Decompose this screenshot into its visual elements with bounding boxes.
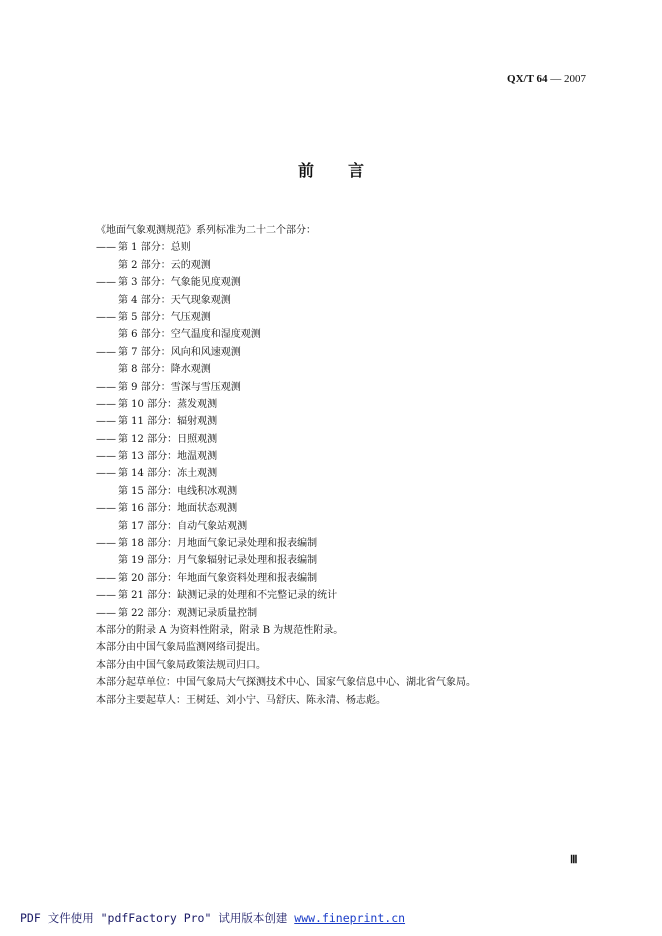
- part-item: [96, 483, 576, 500]
- part-item: [96, 326, 576, 343]
- part-text: 第 17 部分：自动气象站观测: [118, 520, 248, 532]
- part-item: [96, 292, 576, 309]
- part-text: 第 10 部分：蒸发观测: [118, 398, 218, 410]
- standard-year: 2007: [564, 73, 586, 85]
- part-text: 第 14 部分：冻土观测: [118, 468, 218, 480]
- part-dash: ——: [96, 346, 116, 358]
- part-item: [96, 465, 576, 482]
- part-text: 第 18 部分：月地面气象记录处理和报表编制: [118, 538, 318, 550]
- part-dash: ——: [96, 451, 116, 463]
- part-dash: ——: [96, 572, 116, 584]
- part-text: 第 5 部分：气压观测: [118, 311, 211, 323]
- part-dash: ——: [96, 468, 116, 480]
- closing-line: 本部分由中国气象局政策法规司归口。: [96, 659, 266, 671]
- part-text: 第 19 部分：月气象辐射记录处理和报表编制: [118, 555, 318, 567]
- part-dash: ——: [96, 381, 116, 393]
- standard-code: QX/T 64 — 2007: [507, 73, 586, 85]
- part-text: 第 21 部分：缺测记录的处理和不完整记录的统计: [118, 590, 338, 602]
- part-dash: ——: [96, 503, 116, 515]
- part-text: 第 2 部分：云的观测: [118, 259, 211, 271]
- part-item: [96, 379, 576, 396]
- part-text: 第 3 部分：气象能见度观测: [118, 277, 241, 289]
- part-text: 第 13 部分：地温观测: [118, 451, 218, 463]
- part-dash: ——: [96, 590, 116, 602]
- part-item: [96, 605, 576, 622]
- part-text: 第 6 部分：空气温度和湿度观测: [118, 329, 261, 341]
- part-text: 第 7 部分：风向和风速观测: [118, 346, 241, 358]
- part-item: [96, 257, 576, 274]
- part-dash: ——: [96, 311, 116, 323]
- part-item: [96, 413, 576, 430]
- pdf-footer: [20, 910, 405, 926]
- part-item: [96, 570, 576, 587]
- standard-number: QX/T 64: [507, 73, 548, 85]
- part-item: [96, 274, 576, 291]
- part-item: [96, 448, 576, 465]
- part-item: [96, 344, 576, 361]
- part-dash: ——: [96, 398, 116, 410]
- part-dash: ——: [96, 277, 116, 289]
- part-item: [96, 518, 576, 535]
- part-item: [96, 587, 576, 604]
- part-item: [96, 361, 576, 378]
- part-item: [96, 431, 576, 448]
- part-text: 第 11 部分：辐射观测: [118, 416, 218, 428]
- part-text: 第 16 部分：地面状态观测: [118, 503, 238, 515]
- part-text: 第 12 部分：日照观测: [118, 433, 218, 445]
- part-item: [96, 535, 576, 552]
- part-text: 第 15 部分：电线积冰观测: [118, 485, 238, 497]
- footer-text: PDF 文件使用 "pdfFactory Pro" 试用版本创建: [20, 911, 288, 925]
- page-number: Ⅲ: [570, 854, 578, 866]
- closing-line: 本部分由中国气象局监测网络司提出。: [96, 642, 266, 654]
- closing-line: 本部分主要起草人：王树廷、刘小宁、马舒庆、陈永清、杨志彪。: [96, 694, 386, 706]
- closing-line: 本部分起草单位：中国气象局大气探测技术中心、国家气象信息中心、湖北省气象局。: [96, 677, 476, 689]
- part-text: 第 8 部分：降水观测: [118, 364, 211, 376]
- part-text: 第 4 部分：天气现象观测: [118, 294, 231, 306]
- part-item: [96, 396, 576, 413]
- closing-paragraphs: [96, 622, 576, 709]
- intro-line: 《地面气象观测规范》系列标准为二十二个部分：: [96, 225, 316, 236]
- parts-list: [96, 239, 576, 622]
- part-dash: ——: [96, 242, 116, 254]
- part-text: 第 1 部分：总则: [118, 242, 191, 254]
- footer-link[interactable]: www.fineprint.cn: [294, 911, 406, 925]
- part-item: [96, 500, 576, 517]
- part-text: 第 20 部分：年地面气象资料处理和报表编制: [118, 572, 318, 584]
- part-text: 第 22 部分：观测记录质量控制: [118, 607, 258, 619]
- part-dash: ——: [96, 433, 116, 445]
- closing-line: 本部分的附录 A 为资料性附录，附录 B 为规范性附录。: [96, 624, 344, 636]
- part-dash: ——: [96, 538, 116, 550]
- part-item: [96, 239, 576, 256]
- part-dash: ——: [96, 416, 116, 428]
- part-text: 第 9 部分：雪深与雪压观测: [118, 381, 241, 393]
- part-item: [96, 552, 576, 569]
- document-body: [96, 222, 576, 709]
- part-item: [96, 309, 576, 326]
- page-title: 前言: [297, 161, 398, 180]
- part-dash: ——: [96, 607, 116, 619]
